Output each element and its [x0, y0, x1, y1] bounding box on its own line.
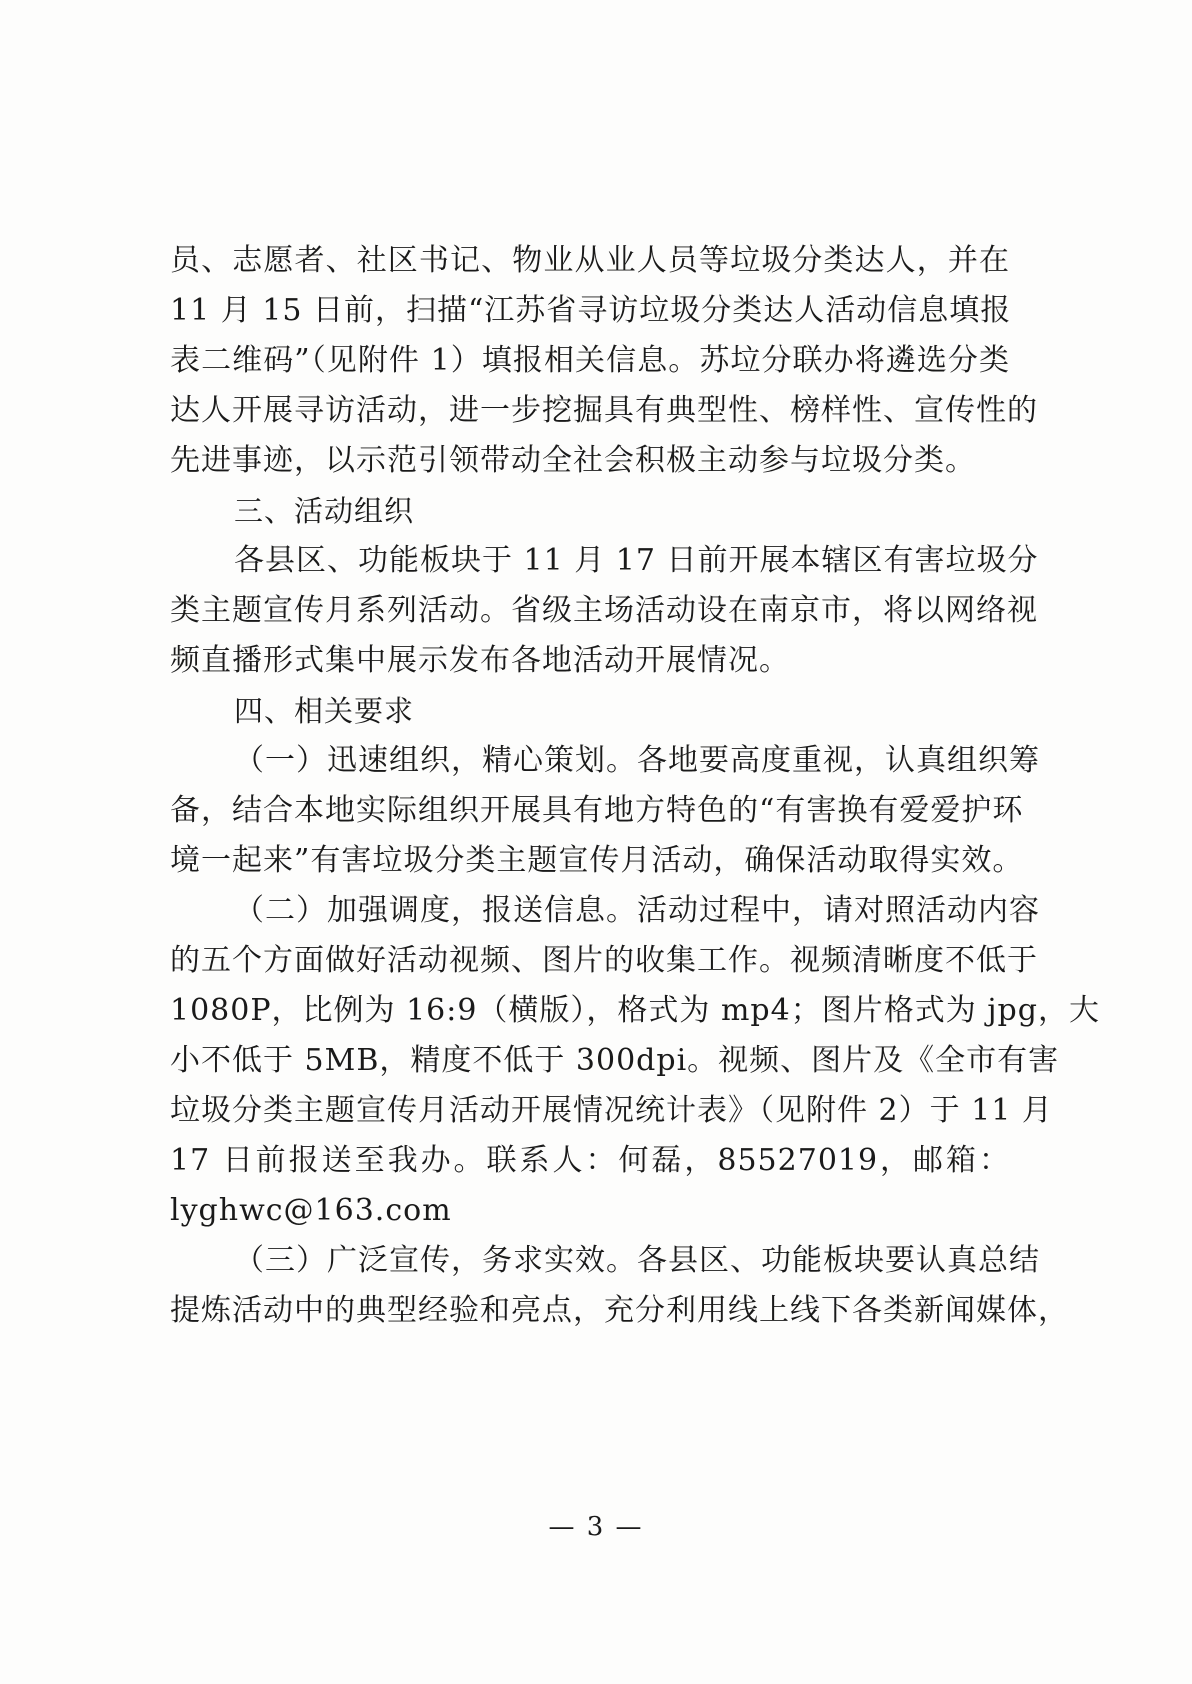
- body-text-line: 备，结合本地实际组织开展具有地方特色的“有害换有爱爱护环: [170, 793, 1024, 828]
- section-heading: 三、活动组织: [234, 494, 415, 528]
- body-text-line: 达人开展寻访活动，进一步挖掘具有典型性、榜样性、宣传性的: [170, 393, 1038, 428]
- email-address: lyghwc@163.com: [170, 1193, 452, 1228]
- page-number: — 3 —: [548, 1512, 644, 1542]
- body-text-line: 表二维码”（见附件 1）填报相关信息。苏垃分联办将遴选分类: [170, 343, 1010, 378]
- body-text-line: 提炼活动中的典型经验和亮点，充分利用线上线下各类新闻媒体，: [170, 1293, 1069, 1328]
- body-text-line: 小不低于 5MB，精度不低于 300dpi。视频、图片及《全市有害: [170, 1043, 1060, 1078]
- body-text-line: 的五个方面做好活动视频、图片的收集工作。视频清晰度不低于: [170, 943, 1038, 978]
- body-text-line: 11 月 15 日前，扫描“江苏省寻访垃圾分类达人活动信息填报: [170, 293, 1012, 328]
- body-text-line: 先进事迹，以示范引领带动全社会积极主动参与垃圾分类。: [170, 443, 976, 478]
- body-text-line: 类主题宣传月系列活动。省级主场活动设在南京市，将以网络视: [170, 593, 1038, 628]
- body-text-line: 垃圾分类主题宣传月活动开展情况统计表》（见附件 2）于 11 月: [170, 1093, 1053, 1128]
- body-text-line: 1080P，比例为 16:9（横版），格式为 mp4；图片格式为 jpg，大: [170, 993, 1100, 1028]
- body-text-line: 频直播形式集中展示发布各地活动开展情况。: [170, 643, 790, 678]
- body-text-line: （二）加强调度，报送信息。活动过程中，请对照活动内容: [234, 893, 1040, 928]
- body-text-line: 员、志愿者、社区书记、物业从业人员等垃圾分类达人，并在: [170, 243, 1010, 278]
- body-text-line: （三）广泛宣传，务求实效。各县区、功能板块要认真总结: [234, 1243, 1040, 1278]
- body-text-line: 17 日前报送至我办。联系人：何磊，85527019，邮箱：: [170, 1143, 1010, 1178]
- body-text-line: 境一起来”有害垃圾分类主题宣传月活动，确保活动取得实效。: [170, 843, 1024, 878]
- body-text-line: （一）迅速组织，精心策划。各地要高度重视，认真组织筹: [234, 743, 1040, 778]
- body-text-line: 各县区、功能板块于 11 月 17 日前开展本辖区有害垃圾分: [234, 543, 1039, 578]
- section-heading: 四、相关要求: [234, 694, 415, 728]
